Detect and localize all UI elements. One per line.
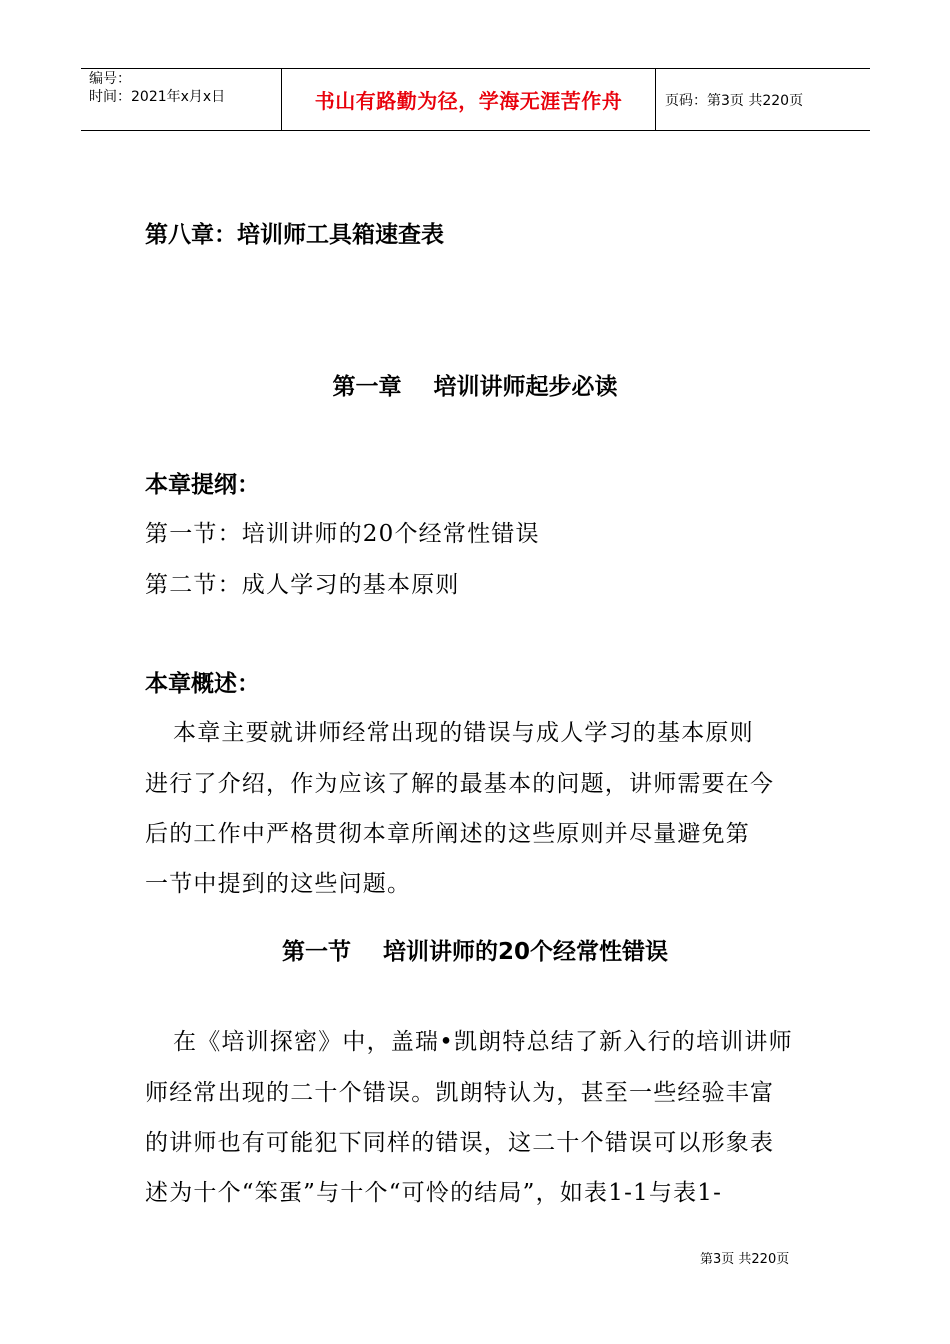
header-meta-cell <box>81 69 281 130</box>
document-number-label: 编号： <box>89 71 131 87</box>
overview-line: 一节中提到的这些问题。 <box>145 871 412 897</box>
section-body-line: 师经常出现的二十个错误。凯朗特认为，甚至一些经验丰富 <box>145 1080 775 1106</box>
chapter-title: 第一章 培训讲师起步必读 <box>332 374 618 400</box>
overview-line: 进行了介绍，作为应该了解的最基本的问题，讲师需要在今 <box>145 771 775 797</box>
overview-line: 本章主要就讲师经常出现的错误与成人学习的基本原则 <box>173 720 754 746</box>
header-motto: 书山有路勤为径，学海无涯苦作舟 <box>314 89 623 113</box>
page-footer: 第3页 共220页 <box>700 1252 790 1267</box>
section-body-line: 的讲师也有可能犯下同样的错误，这二十个错误可以形象表 <box>145 1130 775 1156</box>
overview-heading: 本章概述： <box>145 671 260 697</box>
document-time-label: 时间：2021年x月x日 <box>89 89 226 105</box>
header-page-cell <box>655 69 870 130</box>
section-body-line: 在《培训探密》中，盖瑞•凯朗特总结了新入行的培训讲师 <box>173 1029 793 1055</box>
header-page-info: 页码：第3页 共220页 <box>665 92 804 109</box>
outline-heading: 本章提纲： <box>145 472 260 498</box>
section-body-line: 述为十个“笨蛋”与十个“可怜的结局”，如表1-1与表1- <box>145 1180 723 1206</box>
page-header <box>81 68 870 131</box>
outline-item: 第一节：培训讲师的20个经常性错误 <box>145 521 540 547</box>
outline-item: 第二节：成人学习的基本原则 <box>145 572 460 598</box>
overview-line: 后的工作中严格贯彻本章所阐述的这些原则并尽量避免第 <box>145 821 750 847</box>
section-title: 第一节 培训讲师的20个经常性错误 <box>281 939 669 965</box>
header-motto-cell <box>281 69 656 130</box>
toc-line: 第八章：培训师工具箱速查表 <box>145 222 444 248</box>
